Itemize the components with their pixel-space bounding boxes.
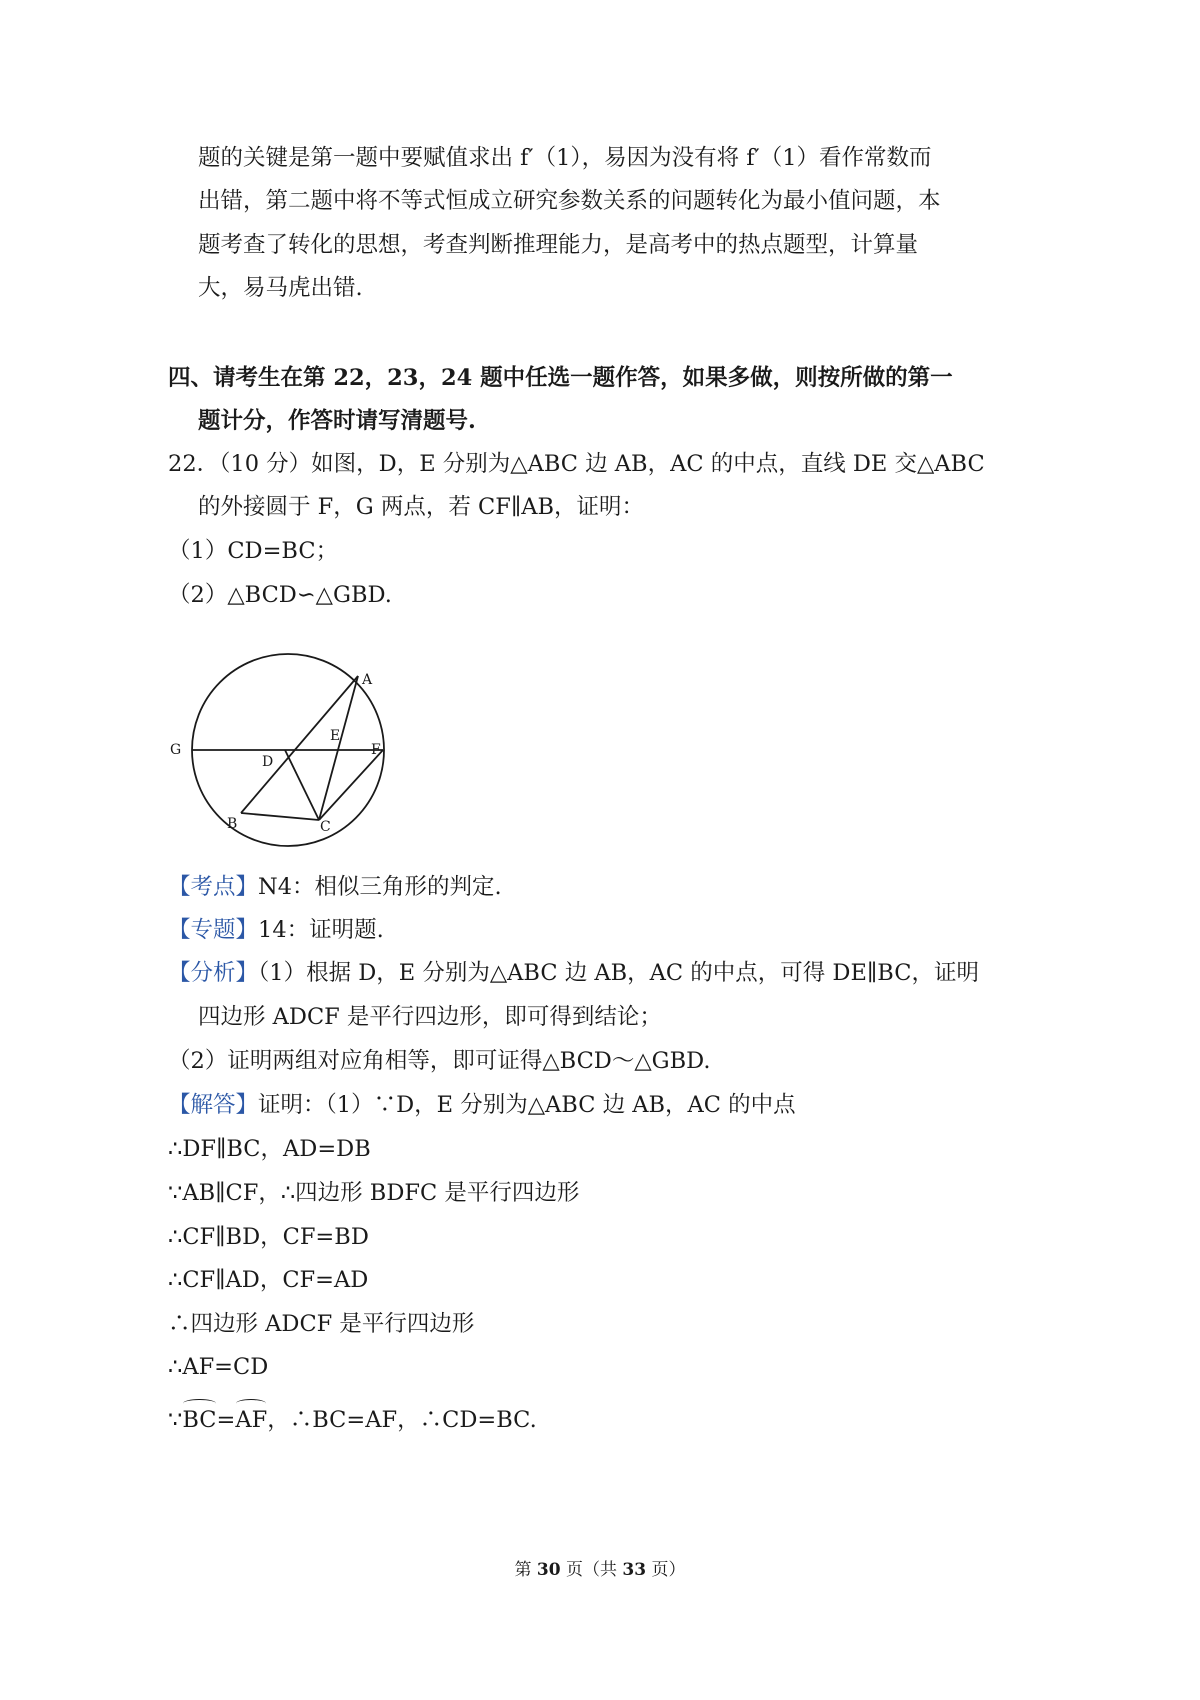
because-symbol: ∵ bbox=[168, 1407, 183, 1433]
problem-22-stem-cont: 的外接圆于 F，G 两点，若 CF∥AB，证明： bbox=[198, 494, 645, 520]
section4-heading: 四、请考生在第 22，23，24 题中任选一题作答，如果多做，则按所做的第一 bbox=[168, 365, 953, 391]
conclusion-text: ，∴BC=AF，∴CD=BC. bbox=[267, 1407, 537, 1433]
solution-step-5: ∴四边形 ADCF 是平行四边形 bbox=[168, 1311, 475, 1337]
footer-suffix: 页） bbox=[646, 1560, 686, 1580]
problem-22-part1: （1）CD=BC； bbox=[168, 538, 339, 564]
solution-step-1: ∴DF∥BC，AD=DB bbox=[168, 1136, 371, 1162]
fenxi-line bbox=[168, 958, 979, 988]
solution-step-3: ∴CF∥BD，CF=BD bbox=[168, 1224, 369, 1250]
kaodian-text: N4：相似三角形的判定. bbox=[258, 874, 502, 900]
page-total: 33 bbox=[622, 1560, 647, 1580]
solution-step-7 bbox=[168, 1405, 537, 1435]
jieda-tag: 【解答】 bbox=[168, 1092, 259, 1118]
footer-prefix: 第 bbox=[514, 1560, 537, 1580]
equals-sign: = bbox=[216, 1407, 236, 1433]
label-B: B bbox=[227, 816, 238, 832]
segment-BC bbox=[241, 813, 319, 820]
page-number: 30 bbox=[536, 1560, 561, 1580]
fenxi-line-3: （2）证明两组对应角相等，即可证得△BCD～△GBD. bbox=[168, 1048, 711, 1074]
label-C: C bbox=[320, 819, 331, 835]
footer-middle: 页（共 bbox=[560, 1560, 623, 1580]
fenxi-tag: 【分析】 bbox=[168, 960, 259, 986]
fenxi-text: （1）根据 D，E 分别为△ABC 边 AB，AC 的中点，可得 DE∥BC，证明 bbox=[258, 960, 979, 986]
solution-step-4: ∴CF∥AD，CF=AD bbox=[168, 1267, 369, 1293]
segment-AB bbox=[241, 676, 358, 813]
problem-22-part2: （2）△BCD∽△GBD. bbox=[168, 582, 392, 608]
zhuanti-text: 14：证明题. bbox=[258, 917, 384, 943]
label-E: E bbox=[330, 728, 341, 744]
arc-BC: BC bbox=[182, 1407, 217, 1433]
kaodian-line bbox=[168, 872, 502, 902]
zhuanti-line bbox=[168, 915, 384, 945]
jieda-line bbox=[168, 1090, 796, 1120]
section4-heading-cont: 题计分，作答时请写清题号. bbox=[198, 408, 476, 434]
page-footer bbox=[0, 1555, 1200, 1580]
zhuanti-tag: 【专题】 bbox=[168, 917, 259, 943]
label-D: D bbox=[262, 754, 274, 770]
jieda-text: 证明：（1）∵D，E 分别为△ABC 边 AB，AC 的中点 bbox=[258, 1092, 796, 1118]
kaodian-tag: 【考点】 bbox=[168, 874, 259, 900]
paragraph-line-4: 大，易马虎出错. bbox=[198, 275, 363, 301]
geometry-figure bbox=[170, 670, 408, 835]
problem-22-stem: 22．（10 分）如图，D，E 分别为△ABC 边 AB，AC 的中点，直线 DE 交△ABC bbox=[168, 451, 985, 477]
segment-DC bbox=[285, 750, 319, 820]
fenxi-line-2: 四边形 ADCF 是平行四边形，即可得到结论； bbox=[198, 1004, 662, 1030]
solution-step-6: ∴AF=CD bbox=[168, 1354, 269, 1380]
arc-AF: AF bbox=[235, 1407, 268, 1433]
label-F: F bbox=[371, 742, 381, 758]
paragraph-line-1: 题的关键是第一题中要赋值求出 f′（1），易因为没有将 f′（1）看作常数而 bbox=[198, 145, 932, 171]
label-A: A bbox=[362, 672, 373, 688]
label-G: G bbox=[170, 742, 182, 758]
solution-step-2: ∵AB∥CF，∴四边形 BDFC 是平行四边形 bbox=[168, 1180, 580, 1206]
paragraph-line-3: 题考查了转化的思想，考查判断推理能力，是高考中的热点题型，计算量 bbox=[198, 232, 919, 258]
paragraph-line-2: 出错，第二题中将不等式恒成立研究参数关系的问题转化为最小值问题，本 bbox=[198, 188, 941, 214]
